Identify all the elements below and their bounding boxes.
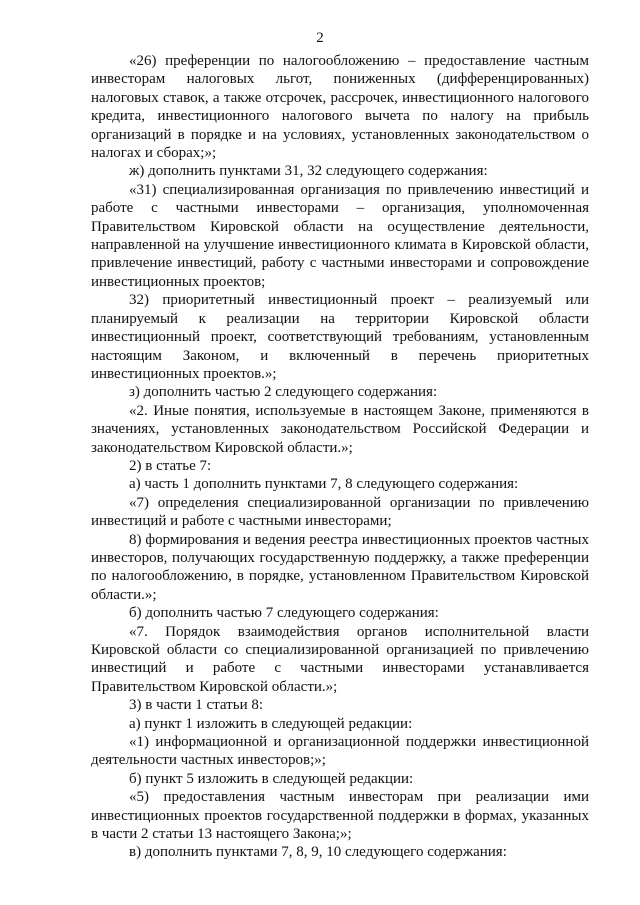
paragraph-art8-item-1: «1) информационной и организационной поддержки инвестиционной деятельности частных инвесторов;»; [91,734,589,769]
paragraph-amend-zh: ж) дополнить пунктами 31, 32 следующего содержания: [129,163,488,180]
paragraph-article-8-b: б) пункт 5 изложить в следующей редакции: [129,770,414,787]
paragraph-art7-item-8: 8) формирования и ведения реестра инвестиционных проектов частных инвесторов, получающих государственную поддержку, а также преференции по налогообложению, в порядке, установленном Правительством Кировской области.»; [91,531,589,603]
paragraph-art7-item-7: «7) определения специализированной организации по привлечению инвестиций и работе с частными инвесторами; [91,494,589,530]
document-body [91,52,589,862]
paragraph-part-2: «2. Иные понятия, используемые в настоящем Законе, применяются в значениях, установленных законодательством Российской Федерации и законодательством Кировской области.»; [91,402,589,456]
paragraph-article-8: 3) в части 1 статьи 8: [129,697,264,714]
paragraph-item-26: «26) преференции по налогообложению – предоставление частным инвесторам налоговых льгот, пониженных (дифференцированных) налоговых ставок, а также отсрочек, рассрочек, инвестиционного налогового кредита, инвестиционного налогового вычета по налогу на прибыль организаций в порядке и на условиях, установленных законодательством о налогах и сборах;»; [91,53,589,162]
paragraph-article-7: 2) в статье 7: [129,457,212,474]
paragraph-art7-part-7: «7. Порядок взаимодействия органов исполнительной власти Кировской области со специализированной организацией по привлечению инвестиций и работе с частными инвесторами устанавливается Правительством Кировской области.»; [91,623,589,695]
paragraph-article-8-v: в) дополнить пунктами 7, 8, 9, 10 следующего содержания: [129,844,507,861]
paragraph-article-7-a: а) часть 1 дополнить пунктами 7, 8 следующего содержания: [129,476,519,493]
paragraph-article-7-b: б) дополнить частью 7 следующего содержания: [129,605,439,622]
paragraph-item-31: «31) специализированная организация по привлечению инвестиций и работе с частными инвесторами – организация, уполномоченная Правительством Кировской области на осуществление деятельности, направленной на улучшение инвестиционного климата в Кировской области, привлечение инвестиций, работу с частными инвесторами и сопровождение инвестиционных проектов; [91,181,589,290]
paragraph-amend-z: з) дополнить частью 2 следующего содержания: [129,384,438,401]
page-number: 2 [316,30,324,46]
paragraph-item-32: 32) приоритетный инвестиционный проект – реализуемый или планируемый к реализации на территории Кировской области инвестиционный проект, соответствующий требованиям, установленным настоящим Законом, и включенный в перечень приоритетных инвестиционных проектов.»; [91,292,589,382]
paragraph-art8-item-5: «5) предоставления частным инвесторам при реализации ими инвестиционных проектов государственной поддержки в формах, указанных в части 2 статьи 13 настоящего Закона;»; [91,789,589,843]
paragraph-article-8-a: а) пункт 1 изложить в следующей редакции: [129,715,413,732]
